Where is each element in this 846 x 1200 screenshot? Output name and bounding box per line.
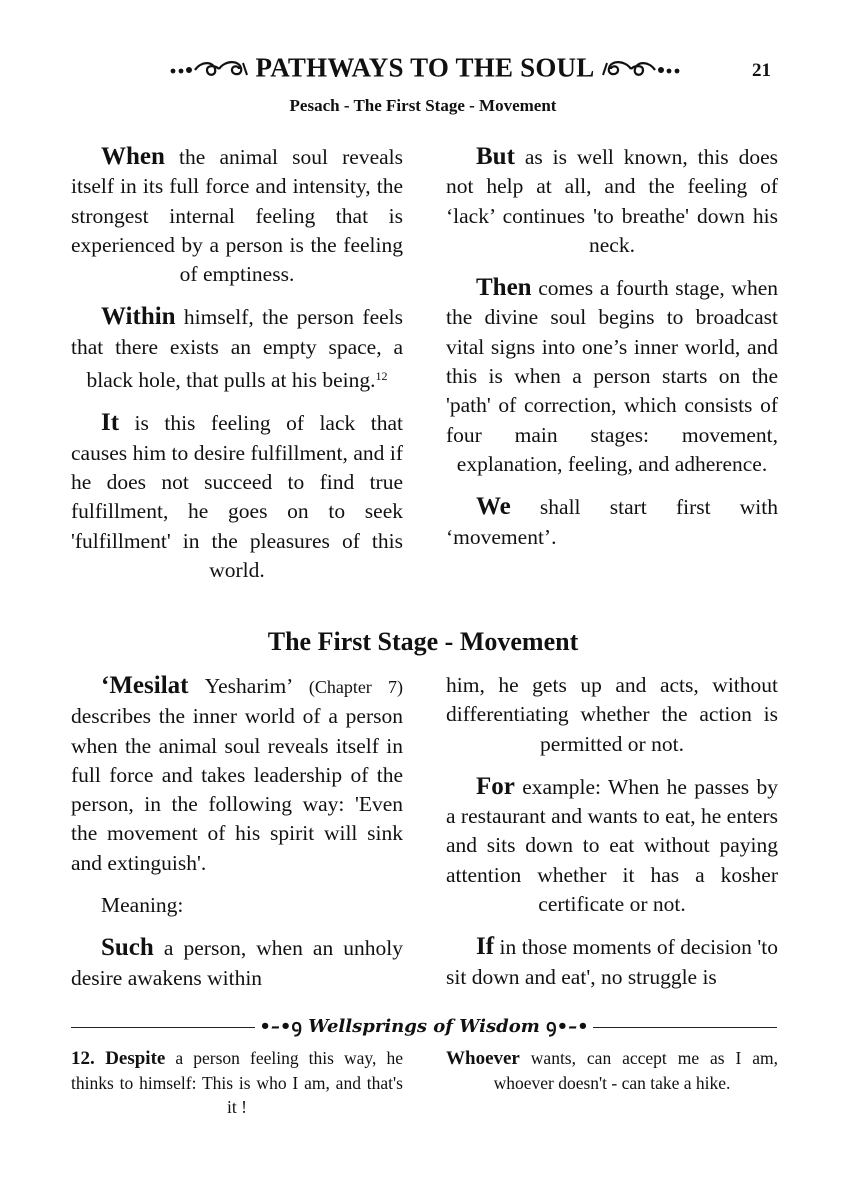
chapter-subtitle: Pesach - The First Stage - Movement bbox=[289, 96, 557, 115]
paragraph bbox=[71, 671, 403, 878]
paragraph-text: him, he gets up and acts, without differentiating whether the action is permitted or not. bbox=[446, 673, 778, 756]
footnote-text: a person feeling this way, he thinks to himself: This is who I am, and that's it ! bbox=[71, 1048, 403, 1117]
paragraph-text: a person, when an unholy desire awakens within bbox=[71, 936, 403, 990]
lead-word: Then bbox=[476, 274, 532, 302]
paragraph bbox=[446, 772, 778, 919]
footnote-lead: Whoever bbox=[446, 1048, 520, 1069]
page-number: 21 bbox=[752, 60, 771, 81]
footnote-lead: 12. Despite bbox=[71, 1048, 166, 1069]
footer-label-text: Wellsprings of Wisdom bbox=[308, 1016, 540, 1037]
lead-word: It bbox=[101, 409, 120, 437]
paragraph-text: example: When he passes by a restaurant and wants to eat, he enters and sits down to eat without paying attention whether it has a kosher certificate or not. bbox=[446, 774, 778, 917]
bottom-left-column bbox=[71, 671, 403, 1006]
right-small-ornament-icon: ꝯ•–• bbox=[546, 1016, 589, 1037]
footer-label-wrap bbox=[255, 1016, 592, 1037]
paragraph bbox=[71, 302, 403, 395]
paragraph bbox=[446, 671, 778, 759]
lead-word: If bbox=[476, 933, 495, 961]
paragraph bbox=[71, 142, 403, 289]
footnote-divider bbox=[71, 1014, 777, 1038]
paragraph-text: shall start first with ‘movement’. bbox=[446, 495, 778, 549]
paragraph-text: describes the inner world of a person when the animal soul reveals itself in full force and takes leadership of the person, in the following way: 'Even the movement of his spirit will sink and extinguish'. bbox=[71, 704, 403, 875]
left-small-ornament-icon: •–•ꝯ bbox=[259, 1016, 302, 1037]
left-ornament-icon bbox=[169, 57, 249, 79]
paragraph: Meaning: bbox=[101, 893, 184, 918]
paragraph bbox=[71, 408, 403, 585]
section-heading: The First Stage - Movement bbox=[267, 627, 579, 656]
right-ornament-icon bbox=[601, 57, 681, 79]
header-title-text: PATHWAYS TO THE SOUL bbox=[255, 52, 595, 83]
paragraph-text: is this feeling of lack that causes him to desire fulfillment, and if he does not succeed to find true fulfillment, he goes on to seek 'fulfillment' in the pleasures of this world. bbox=[71, 411, 403, 582]
lead-word: We bbox=[476, 493, 511, 521]
lead-word: For bbox=[476, 772, 515, 800]
footnote-12 bbox=[71, 1046, 403, 1119]
paragraph-text: himself, the person feels that there exists an empty space, a black hole, that pulls at his being. bbox=[71, 305, 403, 393]
lead-word: When bbox=[101, 143, 165, 170]
paragraph bbox=[446, 932, 778, 992]
lead-word: Such bbox=[101, 934, 154, 962]
paragraph bbox=[446, 273, 778, 479]
top-left-column bbox=[71, 142, 403, 598]
paragraph-text: the animal soul reveals itself in its full force and intensity, the strongest internal feeling that is experienced by a person is the feeling of emptiness. bbox=[71, 145, 403, 287]
footer-label bbox=[71, 1014, 777, 1038]
chapter-reference: (Chapter 7) bbox=[308, 677, 403, 697]
lead-word: But bbox=[476, 143, 515, 170]
running-title bbox=[130, 50, 720, 83]
paragraph bbox=[71, 933, 403, 993]
bottom-right-column bbox=[446, 671, 778, 1005]
page-header bbox=[0, 50, 846, 90]
lead-word: ‘Mesilat bbox=[101, 672, 189, 699]
footnote-text: wants, can accept me as I am, whoever doesn't - can take a hike. bbox=[493, 1048, 778, 1093]
footnote-ref[interactable]: 12 bbox=[375, 369, 388, 384]
paragraph bbox=[446, 142, 778, 260]
lead-word: Within bbox=[101, 303, 176, 331]
paragraph-text: as is well known, this does not help at all, and the feeling of ‘lack’ continues 'to breathe' down his neck. bbox=[446, 145, 778, 257]
top-right-column bbox=[446, 142, 778, 565]
paragraph-text: comes a fourth stage, when the divine soul begins to broadcast vital signs into one’s inner world, and this is when a person starts on the 'path' of correction, which consists of four main stages: movement, explanation, feeling, and adherence. bbox=[446, 276, 778, 476]
paragraph bbox=[446, 492, 778, 552]
paragraph-text: in those moments of decision 'to sit down and eat', no struggle is bbox=[446, 935, 778, 989]
paragraph-text: Yesharim’ bbox=[188, 674, 309, 698]
footnote-continued bbox=[446, 1046, 778, 1095]
